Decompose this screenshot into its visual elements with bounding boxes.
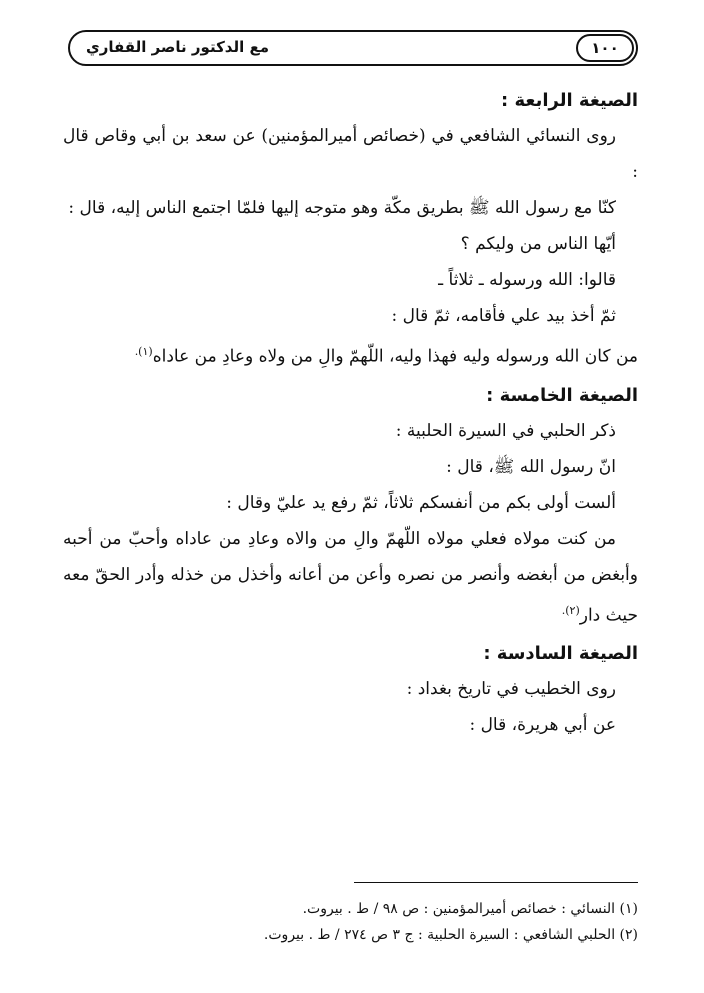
quote-text: من كان الله ورسوله وليه فهذا وليه، اللّهمّ والِ من ولاه وعادِ من عاداه [152, 346, 638, 367]
footnote: (٢) الحلبي الشافعي : السيرة الحلبية : ج ٣ ص ٢٧٤ / ط . بيروت. [263, 927, 638, 943]
quote-line: قالوا: الله ورسوله ـ ثلاثاً ـ [438, 270, 616, 290]
footnote-divider [354, 882, 638, 883]
section-heading: الصيغة السادسة : [483, 643, 638, 665]
quote-line: ألست أولى بكم من أنفسكم ثلاثاً، ثمّ رفع يد عليّ وقال : [226, 492, 616, 513]
quote-text: من كنت مولاه فعلي مولاه اللّهمّ والِ من والاه وعادِ من عاداه وأحبّ من أحبه وأبغض من أبغضه وأنصر من نصره وأعن من أعانه وأخذل من خذله وأدر الحقّ معه حيث دار [63, 528, 638, 626]
page-body [63, 84, 638, 743]
quote-paragraph [63, 521, 638, 634]
quote-line: انّ رسول الله ﷺ، قال : [446, 456, 616, 477]
running-header [68, 30, 638, 66]
footnote: (١) النسائي : خصائص أميرالمؤمنين : ص ٩٨ / ط . بيروت. [302, 901, 638, 917]
page-number: ١٠٠ [576, 34, 634, 62]
paragraph: عن أبي هريرة، قال : [469, 715, 616, 736]
paragraph: روى الخطيب في تاريخ بغداد : [406, 679, 616, 700]
footnote-ref: (٢). [561, 603, 580, 617]
footnote-ref: (١). [134, 345, 153, 358]
paragraph: روى النسائي الشافعي في (خصائص أميرالمؤمنين) عن سعد بن أبي وقاص قال : [63, 126, 638, 182]
quote-line: أيّها الناس من وليكم ؟ [460, 234, 616, 254]
paragraph: ذكر الحلبي في السيرة الحلبية : [395, 420, 616, 441]
section-heading: الصيغة الرابعة : [501, 90, 638, 111]
quote-line: ثمّ أخذ بيد علي فأقامه، ثمّ قال : [391, 306, 616, 326]
section-heading: الصيغة الخامسة : [486, 384, 638, 406]
footnotes [63, 896, 638, 948]
paragraph: كنّا مع رسول الله ﷺ بطريق مكّة وهو متوجه إليها فلمّا اجتمع الناس إليه، قال : [68, 198, 616, 218]
running-title: مع الدكتور ناصر القفاري [86, 38, 269, 56]
quote-line [63, 334, 638, 375]
